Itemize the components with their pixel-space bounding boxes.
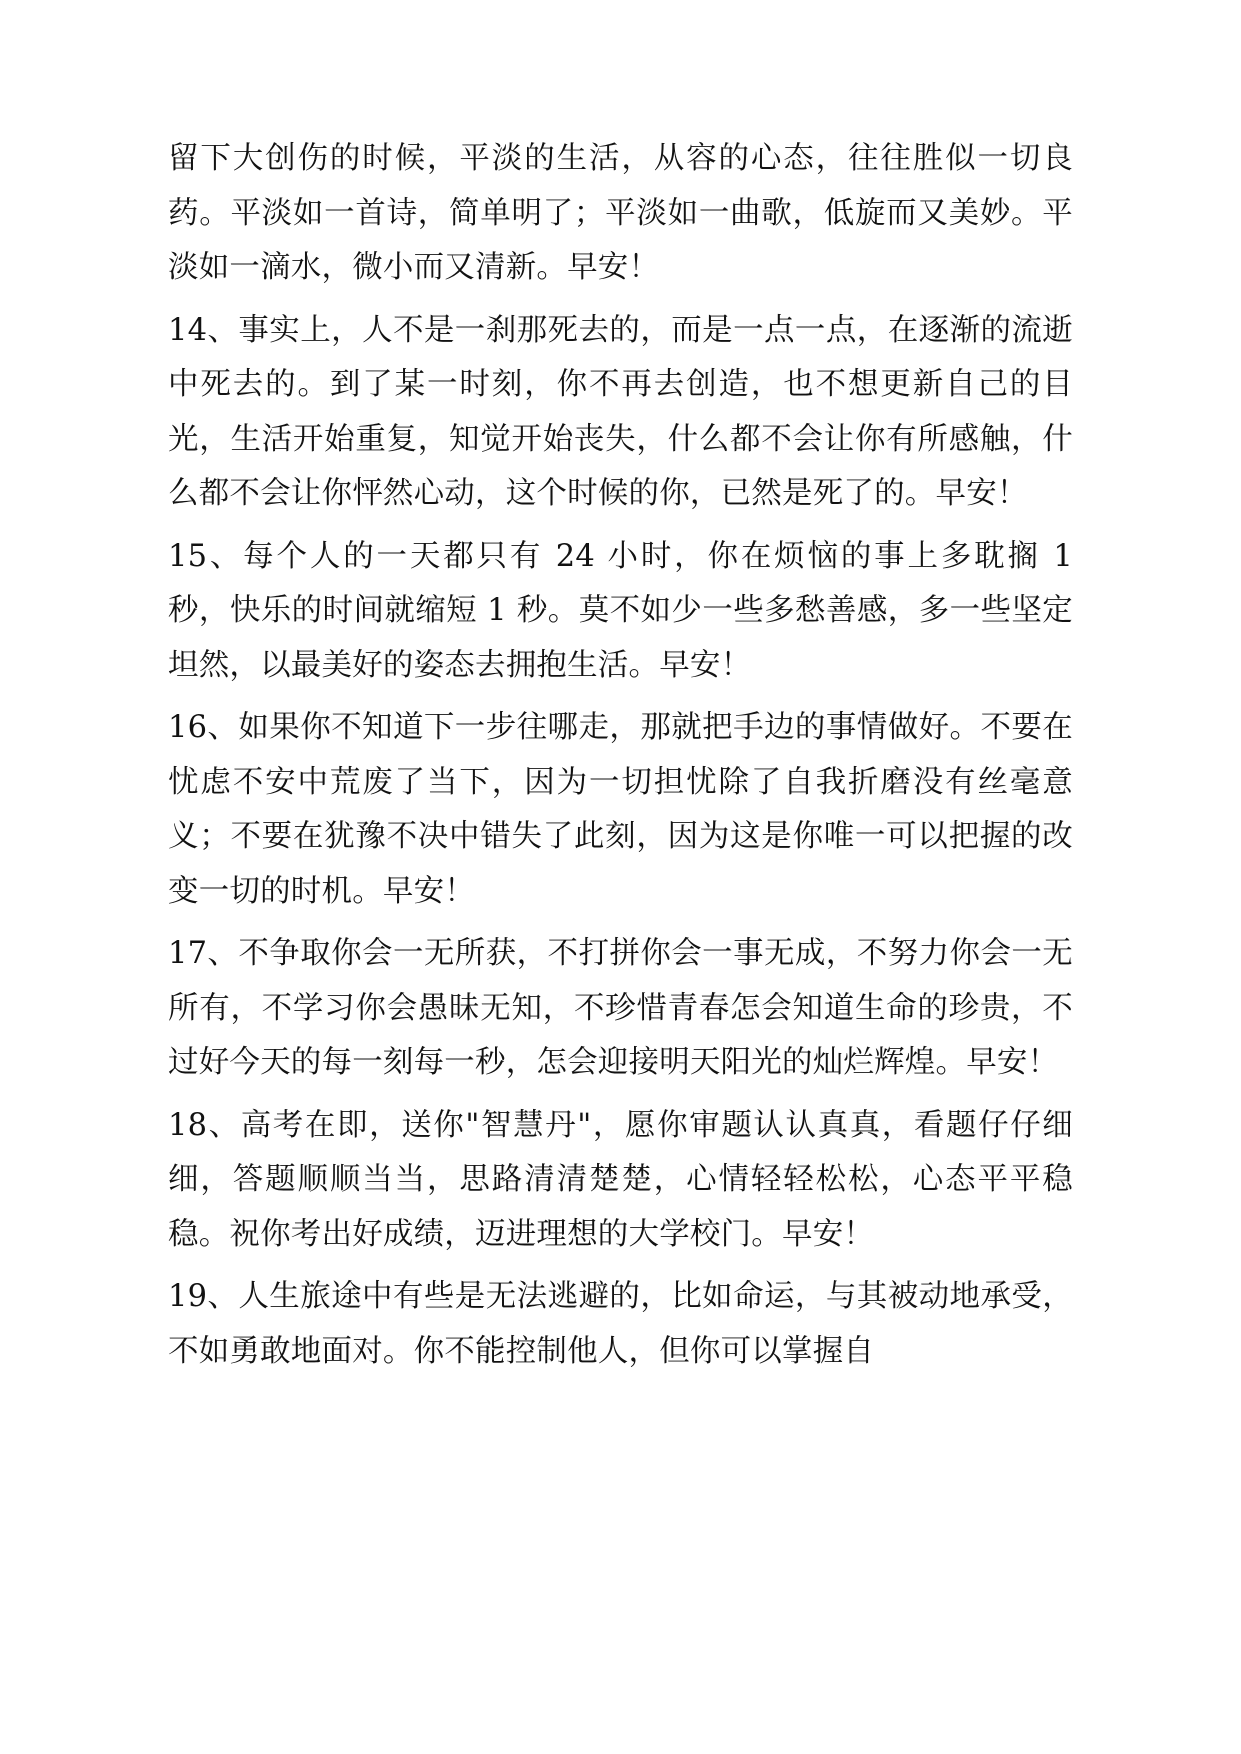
- paragraph: 19、人生旅途中有些是无法逃避的，比如命运，与其被动地承受，不如勇敢地面对。你不能控制他人，但你可以掌握自: [168, 1279, 1073, 1369]
- paragraph: 留下大创伤的时候，平淡的生活，从容的心态，往往胜似一切良药。平淡如一首诗，简单明了；平淡如一曲歌，低旋而又美妙。平淡如一滴水，微小而又清新。早安！: [168, 141, 1073, 285]
- paragraph: 18、高考在即，送你"智慧丹"，愿你审题认认真真，看题仔仔细细，答题顺顺当当，思路清清楚楚，心情轻轻松松，心态平平稳稳。祝你考出好成绩，迈进理想的大学校门。早安！: [168, 1107, 1073, 1252]
- paragraph: 14、事实上，人不是一刹那死去的，而是一点一点，在逐渐的流逝中死去的。到了某一时刻，你不再去创造，也不想更新自己的目光，生活开始重复，知觉开始丧失，什么都不会让你有所感触，什么都不会让你怦然心动，这个时候的你，已然是死了的。早安！: [168, 312, 1073, 511]
- paragraph: 17、不争取你会一无所获，不打拼你会一事无成，不努力你会一无所有，不学习你会愚昧无知，不珍惜青春怎会知道生命的珍贵，不过好今天的每一刻每一秒，怎会迎接明天阳光的灿烂辉煌。早安！: [168, 936, 1073, 1080]
- document-text-body: [168, 132, 1073, 1379]
- paragraph: 15、每个人的一天都只有 24 小时，你在烦恼的事上多耽搁 1 秒，快乐的时间就缩短 1 秒。莫不如少一些多愁善感，多一些坚定坦然，以最美好的姿态去拥抱生活。早安！: [168, 538, 1073, 683]
- paragraph: 16、如果你不知道下一步往哪走，那就把手边的事情做好。不要在忧虑不安中荒废了当下，因为一切担忧除了自我折磨没有丝毫意义；不要在犹豫不决中错失了此刻，因为这是你唯一可以把握的改变一切的时机。早安！: [168, 710, 1073, 909]
